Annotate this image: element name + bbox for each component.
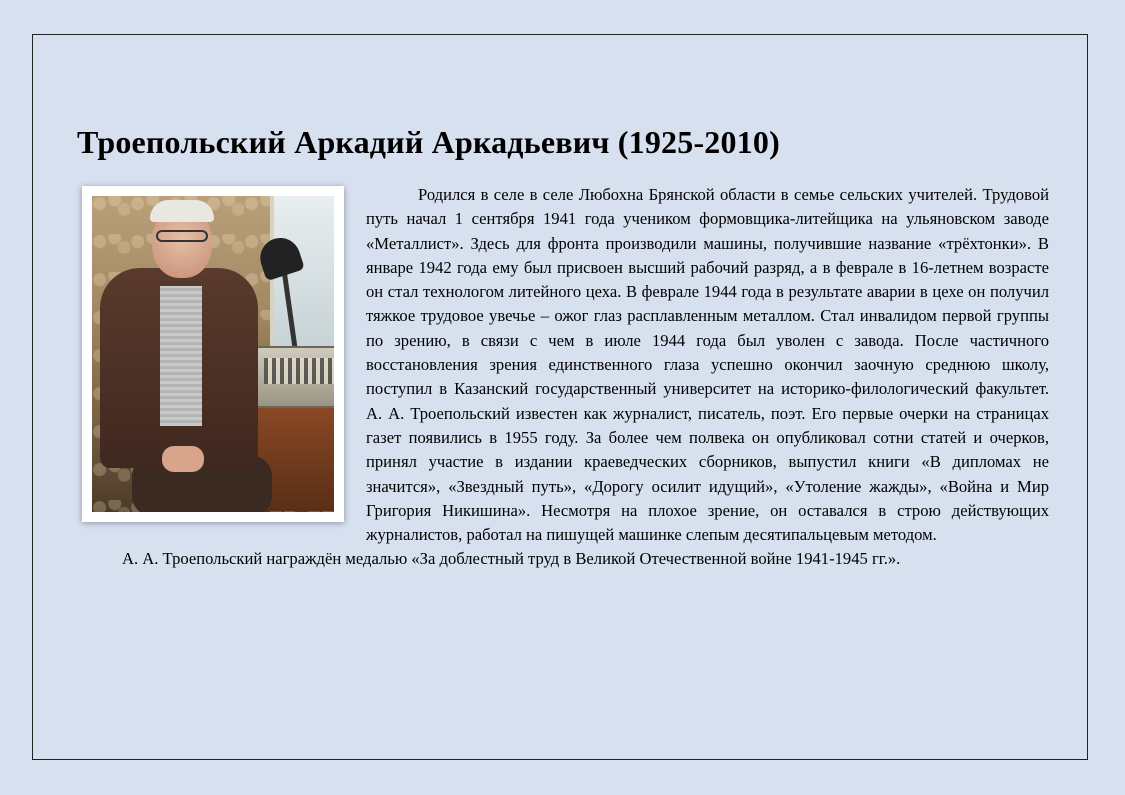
- person-hair: [150, 200, 214, 222]
- person-hands: [162, 446, 204, 472]
- page-title: Троепольский Аркадий Аркадьевич (1925-2010): [77, 124, 780, 160]
- document-body: [75, 183, 1049, 572]
- portrait-photo-frame: [82, 186, 344, 522]
- person-sweater: [160, 286, 202, 426]
- glasses: [156, 230, 208, 242]
- typewriter: [252, 346, 334, 408]
- portrait-photo: [92, 196, 334, 512]
- award-paragraph: А. А. Троепольский награждён медалью «За доблестный труд в Великой Отечественной войне 1941-1945 гг.».: [122, 549, 901, 569]
- biography-paragraph: Родился в селе в селе Любохна Брянской области в семье сельских учителей. Трудовой путь начал 1 сентября 1941 года учеником формовщика-литейщика на ульяновском заводе «Металлист». Здесь для фронта производили машины, получившие название «трёхтонки». В январе 1942 года ему был присвоен высший рабочий разряд, а в феврале в 16-летнем возрасте он стал технологом литейного цеха. В феврале 1944 года в результате аварии в цехе он получил тяжкое трудовое увечье – ожог глаз расплавленным металлом. Стал инвалидом первой группы по зрению, в связи с чем в июле 1944 года был уволен с завода. После частичного восстановления зрения единственного глаза успешно окончил заочную среднюю школу, поступил в Казанский государственный университет на историко-филологический факультет. А. А. Троепольский известен как журналист, писатель, поэт. Его первые очерки на страницах газет появились в 1955 году. За более чем полвека он опубликовал сотни статей и очерков, принял участие в издании краеведческих сборников, выпустил книги «В дипломах не значится», «Звездный путь», «Дорогу осилит идущий», «Утоление жажды», «Война и Мир Григория Никишина». Несмотря на плохое зрение, он оставался в строю действующих журналистов, работал на пишущей машинке слепым десятипальцевым методом.: [366, 185, 1049, 545]
